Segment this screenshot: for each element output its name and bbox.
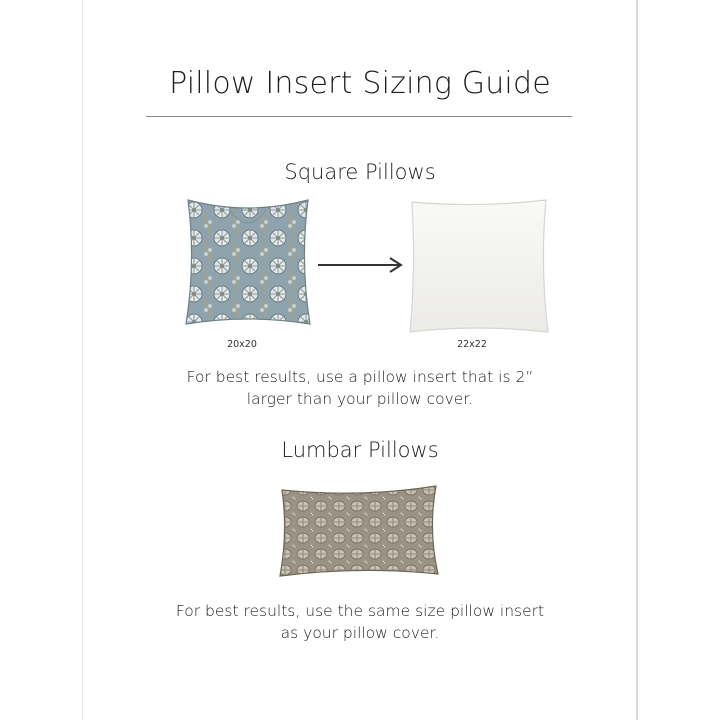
lumbar-note-line-2: as your pillow cover. — [280, 624, 440, 642]
square-pillows-note — [0, 366, 720, 410]
square-note-line-2: larger than your pillow cover. — [246, 390, 474, 408]
lumbar-note-line-1: For best results, use the same size pillow insert — [175, 602, 545, 620]
pillow-insert-image — [404, 196, 552, 336]
page-title: Pillow Insert Sizing Guide — [169, 66, 551, 101]
square-pillow-cover-image — [180, 196, 316, 328]
insert-size-label: 22x22 — [457, 339, 487, 350]
title-divider — [146, 116, 572, 117]
lumbar-pillows-note — [0, 600, 720, 644]
square-pillows-heading: Square Pillows — [284, 160, 436, 184]
cover-size-label: 20x20 — [227, 339, 257, 350]
right-arrow-icon — [314, 254, 406, 276]
lumbar-pillows-heading: Lumbar Pillows — [281, 438, 439, 462]
square-note-line-1: For best results, use a pillow insert that is 2” — [186, 368, 534, 386]
lumbar-pillow-image — [276, 482, 442, 580]
